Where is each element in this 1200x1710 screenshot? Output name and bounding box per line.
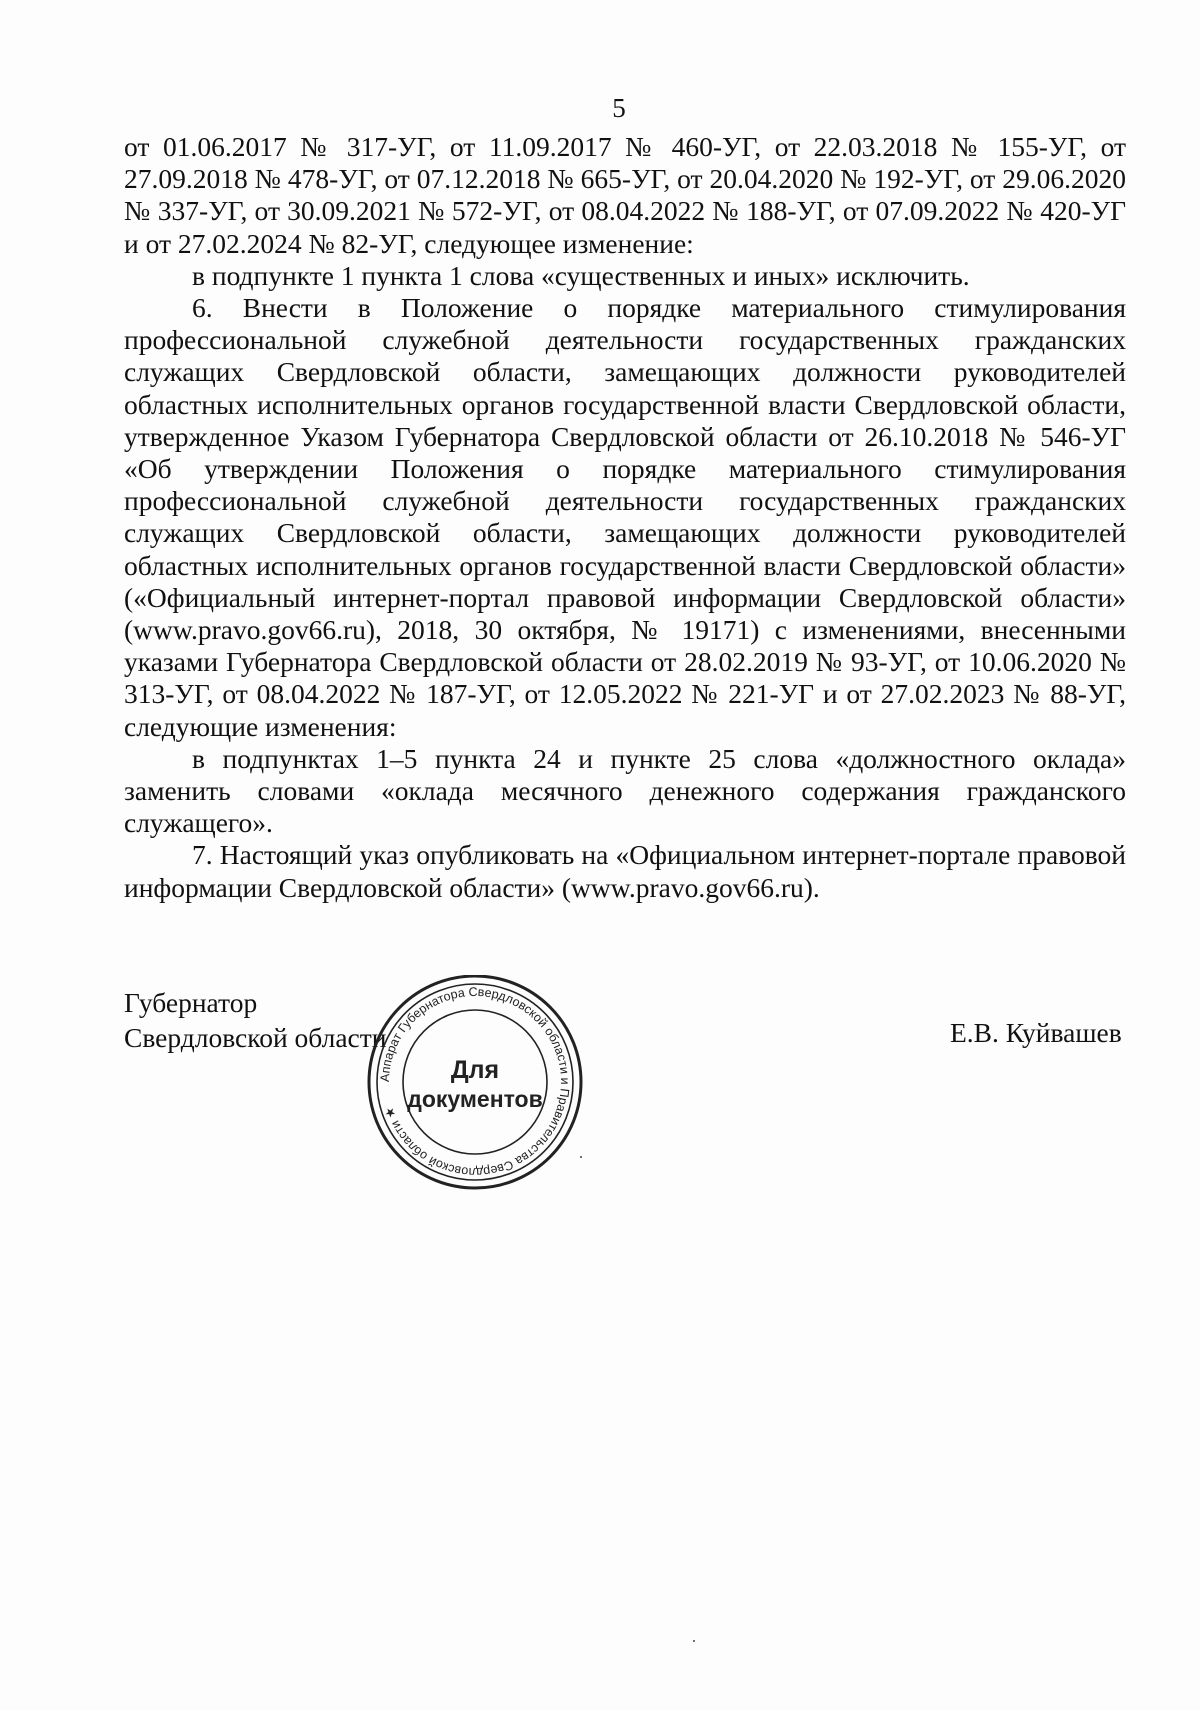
- paragraph-amendment-2: в подпунктах 1–5 пункта 24 и пункте 25 слова «должностного оклада» заменить словами «оклада месячного денежного содержания гражданского служащего».: [124, 742, 1126, 839]
- signatory-position: [124, 985, 387, 1055]
- scan-speck: [693, 1640, 695, 1642]
- document-body: [124, 131, 1126, 904]
- paragraph-item-6: 6. Внести в Положение о порядке материального стимулирования профессиональной служебной деятельности государственных гражданских служащих Свердловской области, замещающих должности руководителей областных исполнительных органов государственной власти Свердловской области, утвержденное Указом Губернатора Свердловской области от 26.10.2018 № 546-УГ «Об утверждении Положения о порядке материального стимулирования профессиональной служебной деятельности государственных гражданских служащих Свердловской области, замещающих должности руководителей областных исполнительных органов государственной власти Свердловской области» («Официальный интернет-портал правовой информации Свердловской области» (www.pravo.gov66.ru), 2018, 30 октября, № 19171) с изменениями, внесенными указами Губернатора Свердловской области от 28.02.2019 № 93-УГ, от 10.06.2020 № 313-УГ, от 08.04.2022 № 187-УГ, от 12.05.2022 № 221-УГ и от 27.02.2023 № 88-УГ, следующие изменения:: [124, 292, 1126, 742]
- paragraph-item-7: 7. Настоящий указ опубликовать на «Официальном интернет-портале правовой информации Свердловской области» (www.pravo.gov66.ru).: [124, 839, 1126, 903]
- seal-ring-text: Аппарат Губернатора Свердловской области и Правительства Свердловской области ★: [377, 984, 573, 1180]
- scan-speck: [580, 1156, 582, 1158]
- signatory-name: Е.В. Куйвашев: [950, 1017, 1122, 1048]
- seal-center-line-2: документов: [407, 1086, 543, 1112]
- seal-center-line-1: Для: [450, 1056, 500, 1084]
- position-line-2: Свердловской области: [124, 1022, 387, 1053]
- official-seal: [360, 975, 590, 1190]
- paragraph-continuation: от 01.06.2017 № 317-УГ, от 11.09.2017 № 460-УГ, от 22.03.2018 № 155-УГ, от 27.09.2018 № 478-УГ, от 07.12.2018 № 665-УГ, от 20.04.2020 № 192-УГ, от 29.06.2020 № 337-УГ, от 30.09.2021 № 572-УГ, от 08.04.2022 № 188-УГ, от 07.09.2022 № 420-УГ и от 27.02.2024 № 82-УГ, следующее изменение:: [124, 131, 1126, 259]
- paragraph-amendment-1: в подпункте 1 пункта 1 слова «существенных и иных» исключить.: [192, 259, 970, 291]
- page-number: 5: [612, 93, 626, 123]
- position-line-1: Губернатор: [124, 987, 258, 1018]
